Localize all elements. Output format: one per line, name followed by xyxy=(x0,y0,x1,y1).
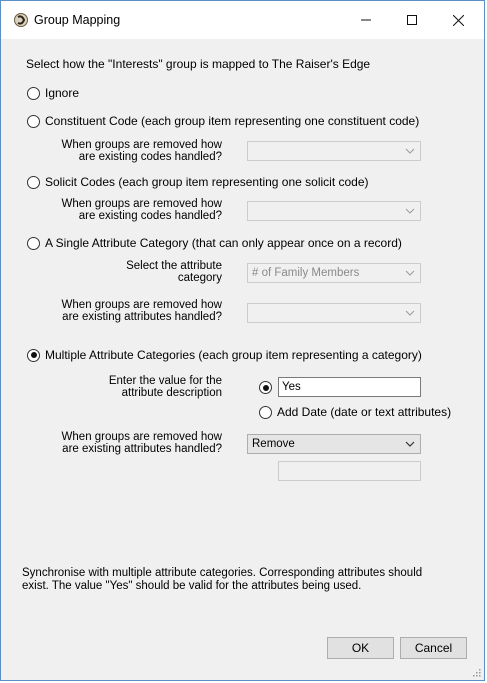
constituent-removed-label-line1: When groups are removed how xyxy=(61,139,222,151)
add-date-label: Add Date (date or text attributes) xyxy=(277,405,452,419)
status-message: Synchronise with multiple attribute categories. Corresponding attributes should exist. The value "Yes" should be valid for the attributes being used. xyxy=(22,567,423,592)
chevron-down-icon xyxy=(405,438,415,450)
single-removed-label xyxy=(62,299,222,323)
chevron-down-icon xyxy=(405,145,415,157)
app-logo-icon xyxy=(14,13,28,27)
window-title: Group Mapping xyxy=(34,13,121,27)
multi-removed-label-line2: are existing attributes handled? xyxy=(62,443,222,455)
single-removed-select[interactable] xyxy=(247,303,421,323)
constituent-removed-label-line2: are existing codes handled? xyxy=(78,151,222,163)
single-attribute-radio[interactable] xyxy=(27,237,40,250)
multiple-attribute-label: Multiple Attribute Categories (each group item representing a category) xyxy=(45,348,422,362)
maximize-icon xyxy=(407,15,417,25)
minimize-button[interactable] xyxy=(343,1,389,39)
ok-button[interactable]: OK xyxy=(327,637,394,659)
multi-removed-value: Remove xyxy=(252,438,295,450)
constituent-code-label: Constituent Code (each group item representing one constituent code) xyxy=(45,114,420,128)
chevron-down-icon xyxy=(405,307,415,319)
single-attribute-label: A Single Attribute Category (that can only appear once on a record) xyxy=(45,236,402,250)
constituent-removed-select[interactable] xyxy=(247,141,421,161)
ignore-label: Ignore xyxy=(45,86,80,100)
solicit-removed-label-line2: are existing codes handled? xyxy=(78,210,222,222)
single-removed-label-line1: When groups are removed how xyxy=(61,299,222,311)
resize-grip-icon[interactable] xyxy=(471,667,481,677)
ignore-radio[interactable] xyxy=(27,87,40,100)
attribute-value-text: Yes xyxy=(282,381,301,393)
single-category-select[interactable] xyxy=(247,263,421,283)
extra-textbox[interactable] xyxy=(278,461,421,481)
enter-value-label xyxy=(109,375,222,399)
constituent-code-radio[interactable] xyxy=(27,115,40,128)
multi-removed-select[interactable] xyxy=(247,434,421,454)
cancel-button[interactable]: Cancel xyxy=(400,637,467,659)
multi-removed-label-line1: When groups are removed how xyxy=(61,431,222,443)
minimize-icon xyxy=(361,15,371,25)
option-single-attribute[interactable] xyxy=(27,236,402,250)
solicit-removed-select[interactable] xyxy=(247,201,421,221)
chevron-down-icon xyxy=(405,205,415,217)
single-removed-label-line2: are existing attributes handled? xyxy=(62,311,222,323)
value-radio[interactable] xyxy=(259,381,272,394)
select-category-label-line1: Select the attribute xyxy=(126,260,222,272)
solicit-removed-label xyxy=(62,198,222,222)
enter-value-label-line1: Enter the value for the xyxy=(108,375,222,387)
solicit-codes-radio[interactable] xyxy=(27,176,40,189)
close-button[interactable] xyxy=(435,1,481,39)
constituent-removed-label xyxy=(62,139,222,163)
add-date-radio[interactable] xyxy=(259,406,272,419)
option-add-date[interactable] xyxy=(259,405,451,419)
solicit-removed-label-line1: When groups are removed how xyxy=(61,198,222,210)
option-constituent-code[interactable] xyxy=(27,114,419,128)
multiple-attribute-radio[interactable] xyxy=(27,349,40,362)
chevron-down-icon xyxy=(405,267,415,279)
enter-value-label-line2: attribute description xyxy=(121,387,222,399)
option-multiple-attribute[interactable] xyxy=(27,348,422,362)
single-category-value: # of Family Members xyxy=(252,267,360,279)
solicit-codes-label: Solicit Codes (each group item representing one solicit code) xyxy=(45,175,369,189)
select-category-label-line2: category xyxy=(177,272,222,284)
option-ignore[interactable] xyxy=(27,86,79,100)
maximize-button[interactable] xyxy=(389,1,435,39)
multi-removed-label xyxy=(62,431,222,455)
option-solicit-codes[interactable] xyxy=(27,175,369,189)
select-category-label xyxy=(126,260,222,284)
close-icon xyxy=(453,15,464,26)
title-bar xyxy=(1,1,484,39)
attribute-value-input[interactable] xyxy=(278,377,421,397)
instruction-text: Select how the "Interests" group is mapped to The Raiser's Edge xyxy=(26,57,371,71)
